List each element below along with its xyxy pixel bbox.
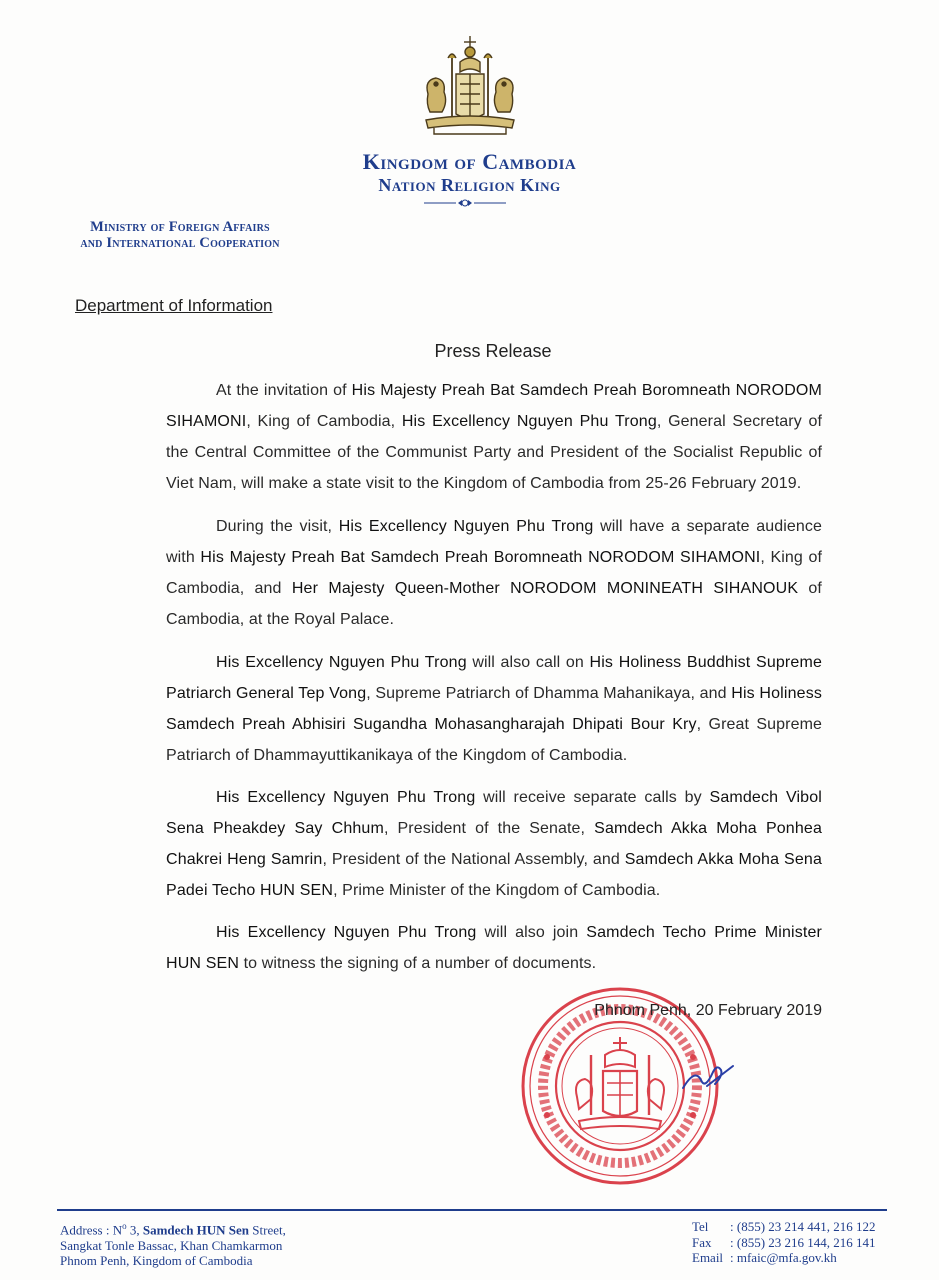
tel-value: : (855) 23 214 441, 216 122 xyxy=(730,1219,876,1234)
press-release-title: Press Release xyxy=(434,341,552,361)
tel-label: Tel xyxy=(692,1219,709,1234)
text-span: will also call on xyxy=(466,654,590,671)
address-street-suffix: Street, xyxy=(249,1222,286,1238)
text-span: , King of Cambodia, xyxy=(246,413,402,430)
bold-name: His Holiness Buddhist Supreme Patriarch General Tep Vong xyxy=(166,654,822,702)
ornament-divider-icon xyxy=(422,197,508,209)
address-line-2: Sangkat Tonle Bassac, Khan Chamkarmon xyxy=(60,1237,283,1253)
email-row xyxy=(692,1250,876,1266)
text-span: , President of the National Assembly, and xyxy=(322,851,625,868)
text-span: , King of Cambodia, and xyxy=(166,549,823,597)
fax-label: Fax xyxy=(692,1234,712,1250)
paragraph-5 xyxy=(166,917,822,979)
paragraph-1 xyxy=(166,375,822,499)
text-span: of Cambodia, at the Royal Palace. xyxy=(166,580,822,628)
bold-name: His Majesty Preah Bat Samdech Preah Boromneath NORODOM SIHAMONI xyxy=(166,382,822,430)
bold-name: Samdech Techo Prime Minister HUN SEN xyxy=(166,924,823,972)
motto-heading: Nation Religion King xyxy=(378,175,561,195)
paragraph-4 xyxy=(166,782,822,906)
kingdom-heading: Kingdom of Cambodia xyxy=(362,149,577,174)
signature-mark xyxy=(677,1058,737,1098)
email-label: Email xyxy=(692,1250,724,1265)
date-line: Phnom Penh, 20 February 2019 xyxy=(594,1002,822,1019)
text-span: During the visit, xyxy=(216,518,339,535)
address-street: Samdech HUN Sen xyxy=(142,1222,250,1238)
text-span: , President of the Senate, xyxy=(383,820,595,837)
bold-name: His Majesty Preah Bat Samdech Preah Boromneath NORODOM SIHAMONI xyxy=(200,549,761,566)
bold-name: His Excellency Nguyen Phu Trong xyxy=(401,413,657,430)
bold-name: His Excellency Nguyen Phu Trong xyxy=(216,924,477,941)
text-span: to witness the signing of a number of documents. xyxy=(239,955,597,972)
text-span: , Prime Minister of the Kingdom of Cambodia. xyxy=(333,882,661,899)
address-label: Address : N xyxy=(60,1222,123,1238)
department-title: Department of Information xyxy=(75,296,273,315)
bold-name: Samdech Vibol Sena Pheakdey Say Chhum xyxy=(166,789,822,837)
paragraph-3 xyxy=(166,647,822,771)
fax-value: : (855) 23 216 144, 216 141 xyxy=(730,1234,876,1250)
text-span: , General Secretary of the Central Committee of the Communist Party and President of the Socialist Republic of Viet Nam, will make a state visit to the Kingdom of Cambodia from 25-26 February 2019. xyxy=(166,413,823,492)
ministry-line-1: Ministry of Foreign Affairs xyxy=(90,219,270,235)
ministry-heading xyxy=(50,219,310,251)
bold-name: Samdech Akka Moha Sena Padei Techo HUN SEN xyxy=(166,851,822,899)
address-line-3: Phnom Penh, Kingdom of Cambodia xyxy=(60,1253,253,1269)
bold-name: Samdech Akka Moha Ponhea Chakrei Heng Samrin xyxy=(166,820,823,868)
text-span: At the invitation of xyxy=(216,382,352,399)
text-span: , Supreme Patriarch of Dhamma Mahanikaya, and xyxy=(366,685,732,702)
ministry-line-2: and International Cooperation xyxy=(80,235,280,251)
coat-of-arms-emblem xyxy=(414,32,526,140)
footer-divider xyxy=(57,1209,887,1211)
address-line-1 xyxy=(60,1219,286,1238)
bold-name: His Holiness Samdech Preah Abhisiri Sugandha Mohasangharajah Dhipati Bour Kry xyxy=(166,685,822,733)
paragraph-2 xyxy=(166,511,822,635)
bold-name: His Excellency Nguyen Phu Trong xyxy=(216,789,476,806)
fax-row xyxy=(692,1235,876,1251)
bold-name: His Excellency Nguyen Phu Trong xyxy=(216,654,467,671)
address-number: 3, xyxy=(126,1222,143,1238)
text-span: , Great Supreme Patriarch of Dhammayuttikanikaya of the Kingdom of Cambodia. xyxy=(166,716,822,764)
text-span: will have a separate audience with xyxy=(166,518,822,566)
footer-contact xyxy=(692,1219,876,1266)
text-span: will receive separate calls by xyxy=(475,789,710,806)
tel-row xyxy=(692,1219,876,1235)
email-value[interactable]: : mfaic@mfa.gov.kh xyxy=(730,1250,837,1265)
address-no-sup: o xyxy=(122,1221,127,1231)
bold-name: His Excellency Nguyen Phu Trong xyxy=(338,518,594,535)
text-span: will also join xyxy=(476,924,587,941)
bold-name: Her Majesty Queen-Mother NORODOM MONINEATH SIHANOUK xyxy=(291,580,799,597)
footer-address xyxy=(60,1219,286,1269)
